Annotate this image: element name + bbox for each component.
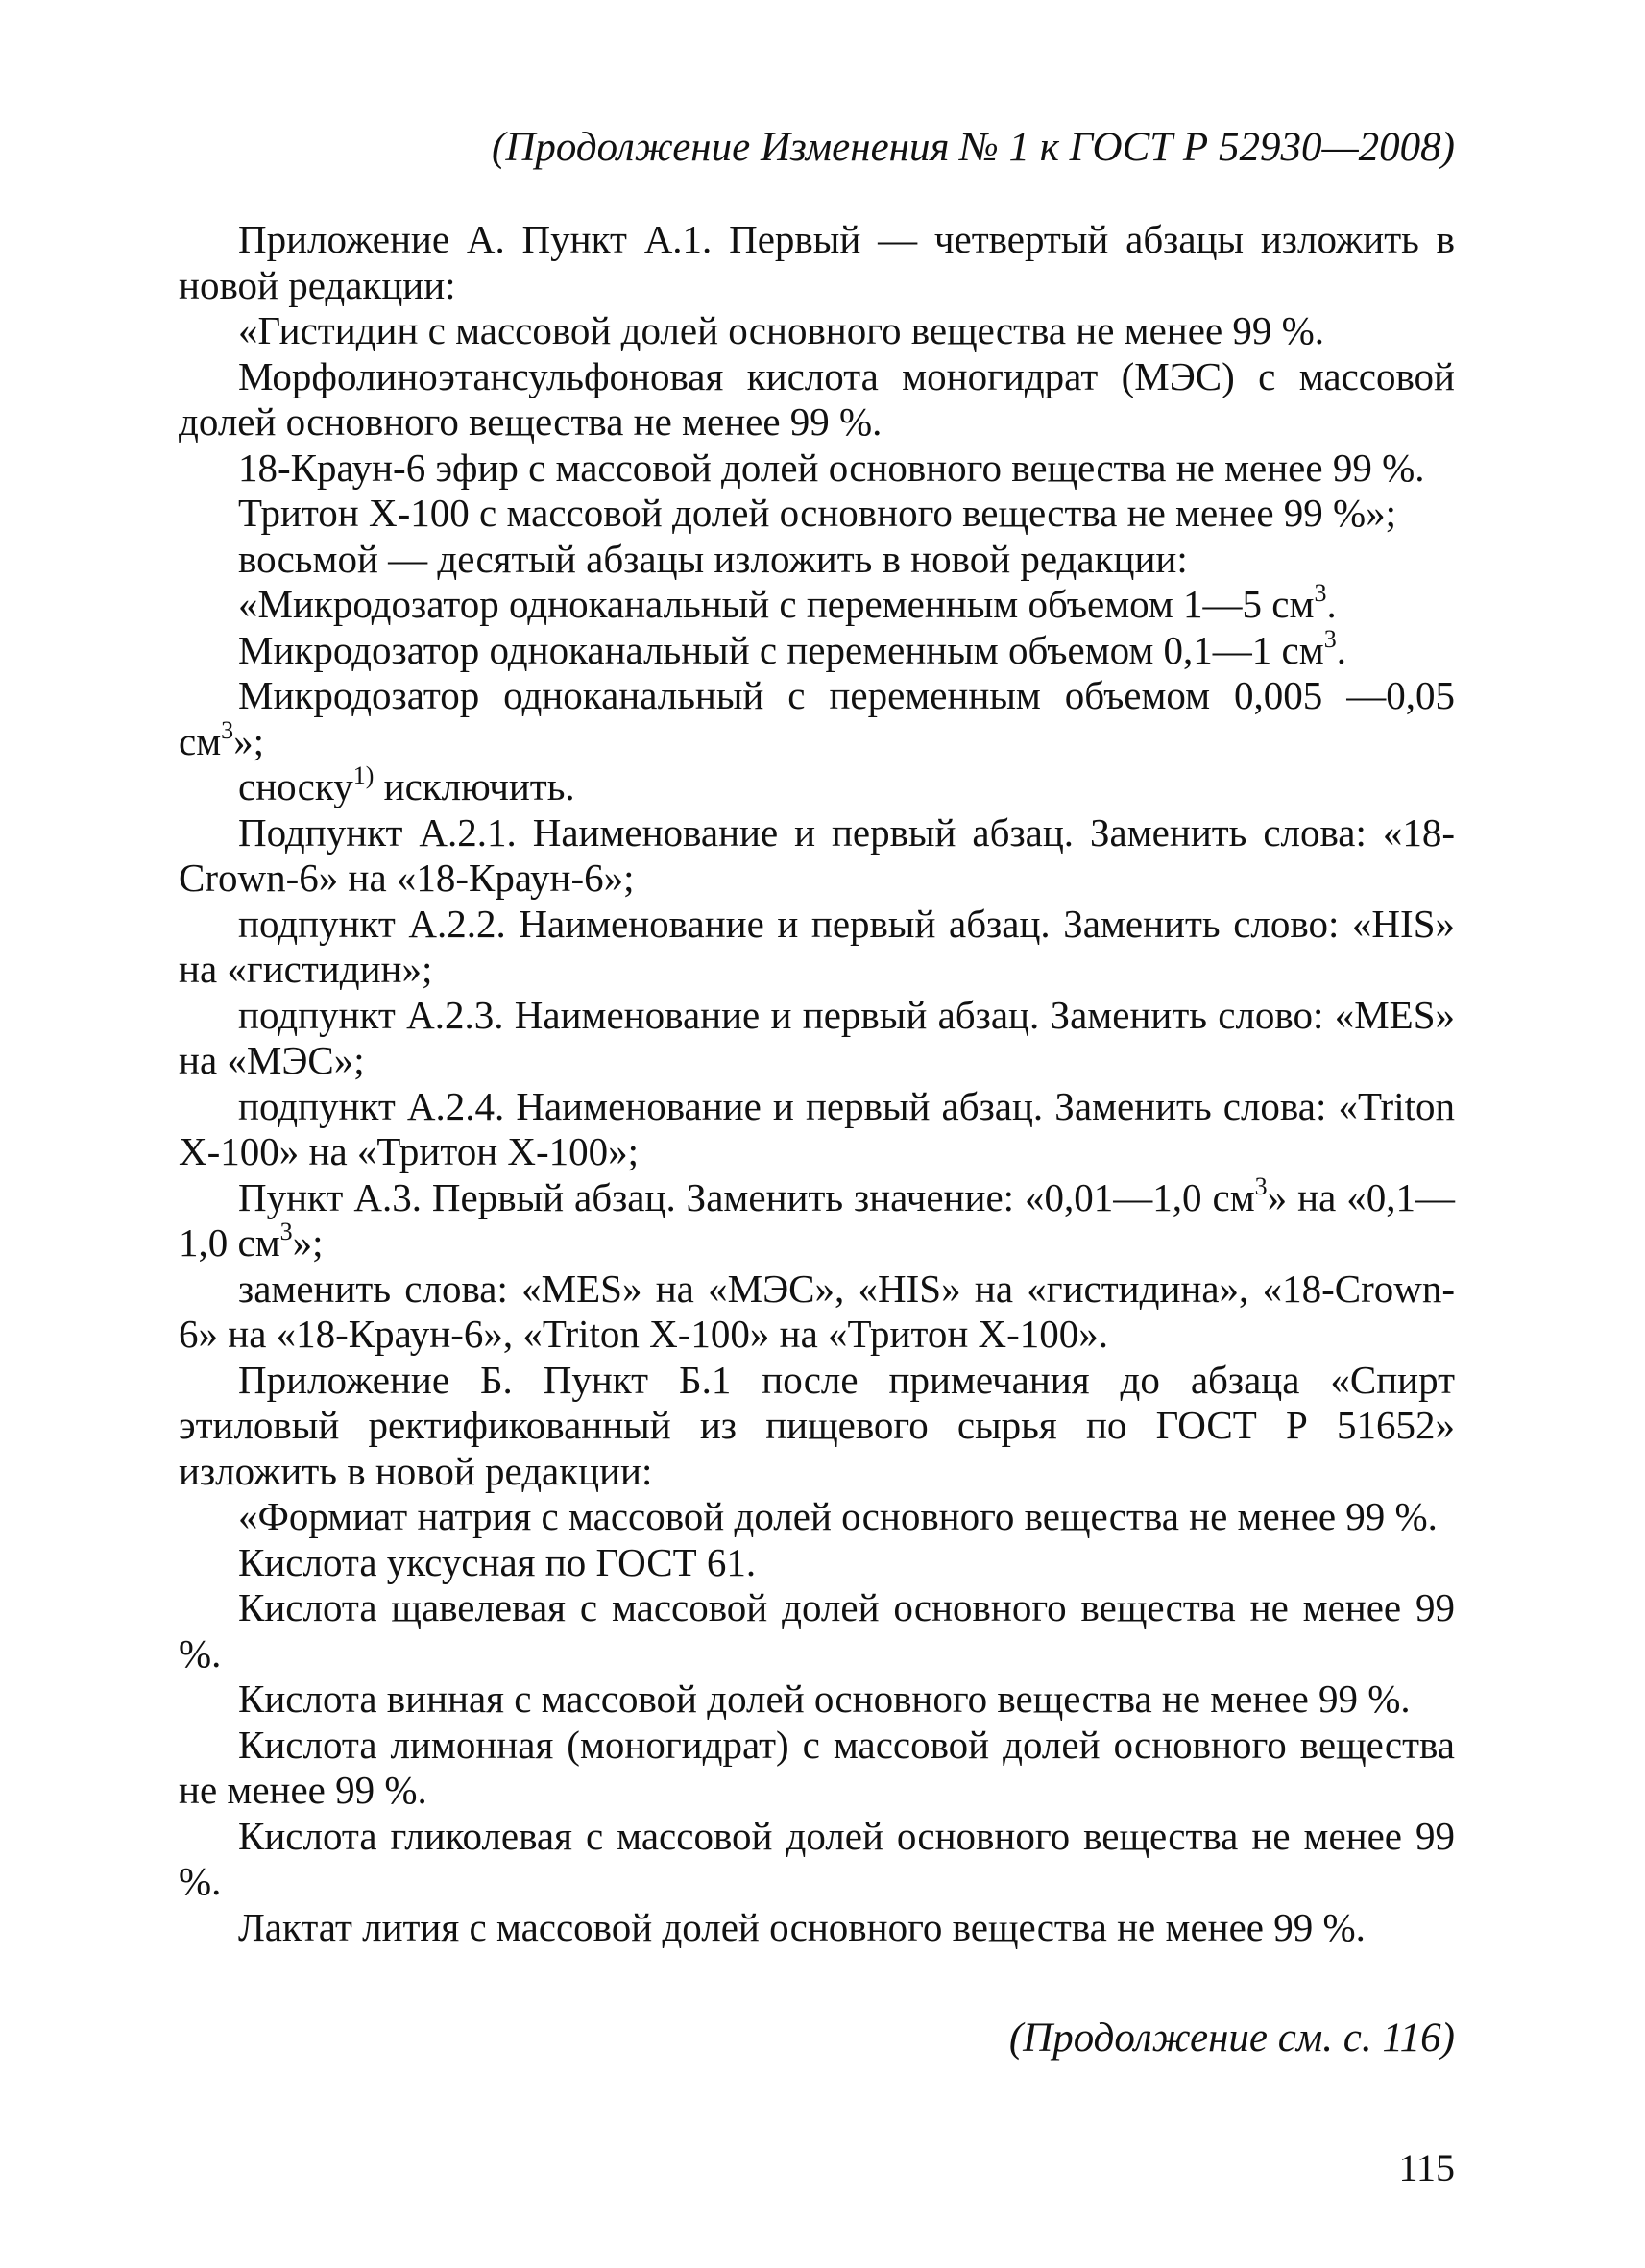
- paragraph: Приложение А. Пункт А.1. Первый — четвертый абзацы изложить в новой редакции:: [179, 217, 1455, 307]
- page-number: 115: [1398, 2146, 1455, 2189]
- paragraph: Кислота щавелевая с массовой долей основного вещества не менее 99 %.: [179, 1585, 1455, 1676]
- paragraph: [179, 673, 1455, 764]
- paragraph: подпункт А.2.2. Наименование и первый абзац. Заменить слово: «HIS» на «гистидин»;: [179, 901, 1455, 991]
- paragraph: «Формиат натрия с массовой долей основного вещества не менее 99 %.: [238, 1494, 1438, 1538]
- paragraph: Кислота гликолевая с массовой долей основного вещества не менее 99 %.: [179, 1813, 1455, 1903]
- paragraph: заменить слова: «MES» на «МЭС», «HIS» на «гистидина», «18-Crown-6» на «18-Краун-6», «Triton X-100» на «Тритон Х-100».: [179, 1266, 1455, 1356]
- text-run: »;: [233, 718, 265, 763]
- text-run: сноску: [238, 764, 353, 808]
- text-run: Пункт А.3. Первый абзац. Заменить значение: «0,01—1,0 см: [238, 1174, 1255, 1219]
- document-body: [179, 217, 1455, 1950]
- superscript: 3: [221, 715, 234, 744]
- text-run: Микродозатор одноканальный с переменным объемом 0,1—1 см: [238, 627, 1324, 672]
- text-run: .: [1336, 627, 1346, 672]
- running-header: (Продолжение Изменения № 1 к ГОСТ Р 52930—2008): [492, 125, 1455, 170]
- paragraph: Приложение Б. Пункт Б.1 после примечания до абзаца «Спирт этиловый ректификованный из пищевого сырья по ГОСТ Р 51652» изложить в новой редакции:: [179, 1357, 1455, 1493]
- paragraph: подпункт А.2.3. Наименование и первый абзац. Заменить слово: «MES» на «МЭС»;: [179, 992, 1455, 1082]
- paragraph: Лактат лития с массовой долей основного вещества не менее 99 %.: [238, 1904, 1366, 1949]
- text-run: » на «0,1—1,0 см: [179, 1174, 1455, 1265]
- paragraph: 18-Краун-6 эфир с массовой долей основного вещества не менее 99 %.: [238, 445, 1425, 490]
- paragraph: [179, 1171, 1455, 1267]
- paragraph: «Гистидин с массовой долей основного вещества не менее 99 %.: [238, 308, 1325, 352]
- text-run: »;: [292, 1220, 324, 1265]
- continuation-note: (Продолжение см. с. 116): [1008, 2015, 1455, 2061]
- paragraph: Кислота винная с массовой долей основного вещества не менее 99 %.: [238, 1677, 1411, 1721]
- paragraph: Тритон Х-100 с массовой долей основного вещества не менее 99 %»;: [238, 491, 1397, 535]
- paragraph: подпункт А.2.4. Наименование и первый абзац. Заменить слова: «Triton X-100» на «Тритон Х-100»;: [179, 1083, 1455, 1173]
- paragraph: Подпункт А.2.1. Наименование и первый абзац. Заменить слова: «18-Crown-6» на «18-Краун-6»;: [179, 809, 1455, 900]
- text-run: исключить.: [374, 764, 575, 808]
- text-run: .: [1326, 582, 1337, 626]
- paragraph: Кислота уксусная по ГОСТ 61.: [238, 1539, 757, 1584]
- paragraph: Кислота лимонная (моногидрат) с массовой долей основного вещества не менее 99 %.: [179, 1722, 1455, 1812]
- superscript: 3: [1323, 624, 1337, 653]
- paragraph: [179, 624, 1455, 674]
- text-run: Микродозатор одноканальный с переменным объемом 0,005 —0,05 см: [179, 673, 1455, 763]
- paragraph: [179, 761, 1455, 810]
- superscript: 3: [1254, 1171, 1268, 1200]
- paragraph: Морфолиноэтансульфоновая кислота моногидрат (МЭС) с массовой долей основного вещества не менее 99 %.: [179, 353, 1455, 444]
- footnote-mark: 1): [352, 761, 375, 789]
- superscript: 3: [1314, 579, 1327, 607]
- paragraph: [179, 579, 1455, 628]
- superscript: 3: [279, 1218, 293, 1245]
- paragraph: восьмой — десятый абзацы изложить в новой редакции:: [238, 536, 1188, 581]
- text-run: «Микродозатор одноканальный с переменным объемом 1—5 см: [238, 582, 1315, 626]
